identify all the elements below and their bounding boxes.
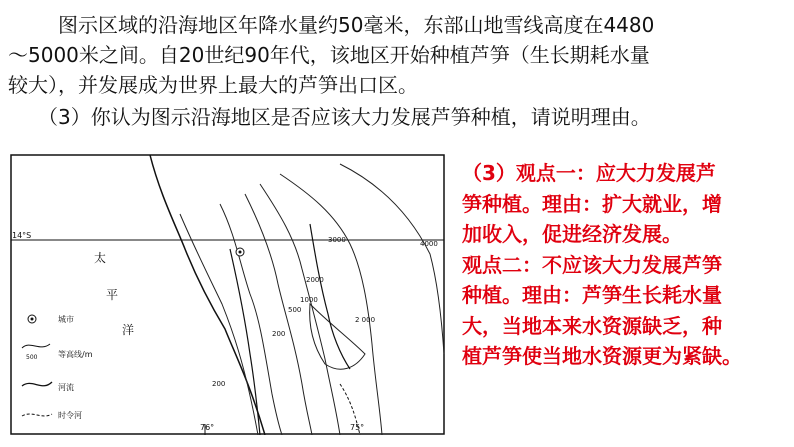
- answer-line-7: 植芦笋使当地水资源更为紧缺。: [462, 344, 742, 368]
- answer-box: [462, 158, 792, 372]
- legend-city-label: 城市: [58, 315, 74, 324]
- contour-label: 500: [288, 306, 302, 314]
- longitude-label-left: 76°: [200, 423, 215, 432]
- answer-line-6: 大，当地本来水资源缺乏，种: [462, 313, 722, 338]
- contour-label: 2000: [306, 276, 324, 284]
- intro-line-2: ～5000米之间。自20世纪90年代，该地区开始种植芦笋（生长期耗水量: [8, 43, 650, 67]
- legend-contour-label: 等高线/m: [58, 350, 93, 359]
- contour-label: 3000: [328, 236, 346, 244]
- answer-line-3: 加收入，促进经济发展。: [462, 222, 682, 246]
- ocean-char: 太: [94, 251, 107, 265]
- contour-label: 2 000: [355, 316, 376, 324]
- legend-river-label: 河流: [58, 383, 74, 392]
- question-text: （3）你认为图示沿海地区是否应该大力发展芦笋种植，请说明理由。: [38, 105, 651, 129]
- intro-paragraph: [8, 10, 788, 100]
- answer-line-1: （3）观点一：应大力发展芦: [462, 161, 716, 185]
- legend-contour-sample: 500: [26, 354, 38, 361]
- contour-label: 200: [212, 380, 226, 388]
- intro-line-3: 较大），并发展成为世界上最大的芦笋出口区。: [8, 73, 418, 97]
- longitude-label-right: 75°: [350, 423, 365, 432]
- answer-line-2: 笋种植。理由：扩大就业，增: [462, 191, 722, 216]
- legend-seasonal-river-label: 时令河: [58, 411, 82, 420]
- ocean-char: 洋: [122, 323, 135, 337]
- ocean-char: 平: [106, 288, 119, 302]
- answer-line-4: 观点二：不应该大力发展芦笋: [462, 252, 722, 277]
- contour-map: [10, 154, 445, 435]
- contour-label: 200: [272, 330, 286, 338]
- contour-label: 1000: [300, 296, 318, 304]
- latitude-label: 14°S: [12, 231, 32, 240]
- contour-label: 4000: [420, 240, 438, 248]
- map-frame: [11, 155, 444, 434]
- answer-line-5: 种植。理由：芦笋生长耗水量: [462, 283, 722, 307]
- intro-line-1: 图示区域的沿海地区年降水量约50毫米，东部山地雪线高度在4480: [58, 13, 655, 37]
